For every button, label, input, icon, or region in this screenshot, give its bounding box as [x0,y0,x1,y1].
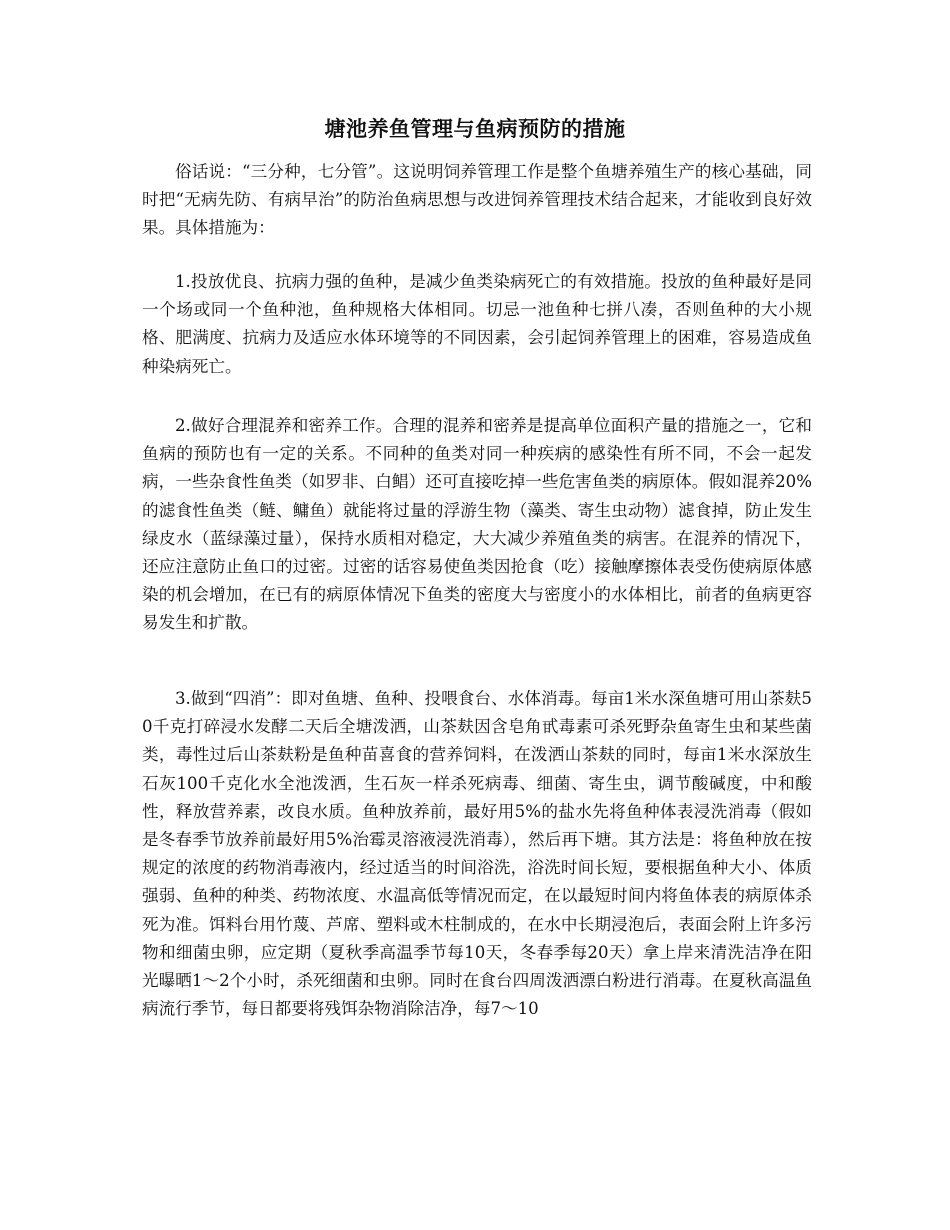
document-title: 塘池养鱼管理与鱼病预防的措施 [324,117,626,141]
paragraph-measure-3: 3.做到“四消”：即对鱼塘、鱼种、投喂食台、水体消毒。每亩1米水深鱼塘可用山茶麸50千克打碎浸水发酵二天后全塘泼洒，山茶麸因含皂角甙毒素可杀死野杂鱼寄生虫和某些菌类，毒性过后山茶麸粉是鱼种苗喜食的营养饲料，在泼洒山茶麸的同时，每亩1米水深放生石灰100千克化水全池泼洒，生石灰一样杀死病毒、细菌、寄生虫，调节酸碱度，中和酸性，释放营养素，改良水质。鱼种放养前，最好用5%的盐水先将鱼种体表浸洗消毒（假如是冬春季节放养前最好用5%治霉灵溶液浸洗消毒），然后再下塘。其方法是：将鱼种放在按规定的浓度的药物消毒液内，经过适当的时间浴洗，浴洗时间长短，要根据鱼种大小、体质强弱、鱼种的种类、药物浓度、水温高低等情况而定，在以最短时间内将鱼体表的病原体杀死为准。饵料台用竹蔑、芦席、塑料或木柱制成的，在水中长期浸泡后，表面会附上许多污物和细菌虫卵，应定期（夏秋季高温季节每10天，冬春季每20天）拿上岸来清洗洁净在阳光曝晒1～2个小时，杀死细菌和虫卵。同时在食台四周泼洒漂白粉进行消毒。在夏秋高温鱼病流行季节，每日都要将残饵杂物消除洁净，每7～10 [142,689,812,1019]
paragraph-intro: 俗话说：“三分种，七分管”。这说明饲养管理工作是整个鱼塘养殖生产的核心基础，同时把“无病先防、有病早治”的防治鱼病思想与改进饲养管理技术结合起来，才能收到良好效果。具体措施为： [142,162,812,238]
paragraph-measure-2: 2.做好合理混养和密养工作。合理的混养和密养是提高单位面积产量的措施之一，它和鱼病的预防也有一定的关系。不同种的鱼类对同一种疾病的感染性有所不同，不会一起发病，一些杂食性鱼类（如罗非、白鲳）还可直接吃掉一些危害鱼类的病原体。假如混养20%的滤食性鱼类（鲢、鳙鱼）就能将过量的浮游生物（藻类、寄生虫动物）滤食掉，防止发生绿皮水（蓝绿藻过量），保持水质相对稳定，大大减少养殖鱼类的病害。在混养的情况下，还应注意防止鱼口的过密。过密的话容易使鱼类因抢食（吃）接触摩擦体表受伤使病原体感染的机会增加，在已有的病原体情况下鱼类的密度大与密度小的水体相比，前者的鱼病更容易发生和扩散。 [142,416,812,633]
paragraph-measure-1: 1.投放优良、抗病力强的鱼种，是减少鱼类染病死亡的有效措施。投放的鱼种最好是同一个场或同一个鱼种池，鱼种规格大体相同。切忌一池鱼种七拼八凑，否则鱼种的大小规格、肥满度、抗病力及适应水体环境等的不同因素，会引起饲养管理上的困难，容易造成鱼种染病死亡。 [142,272,812,376]
